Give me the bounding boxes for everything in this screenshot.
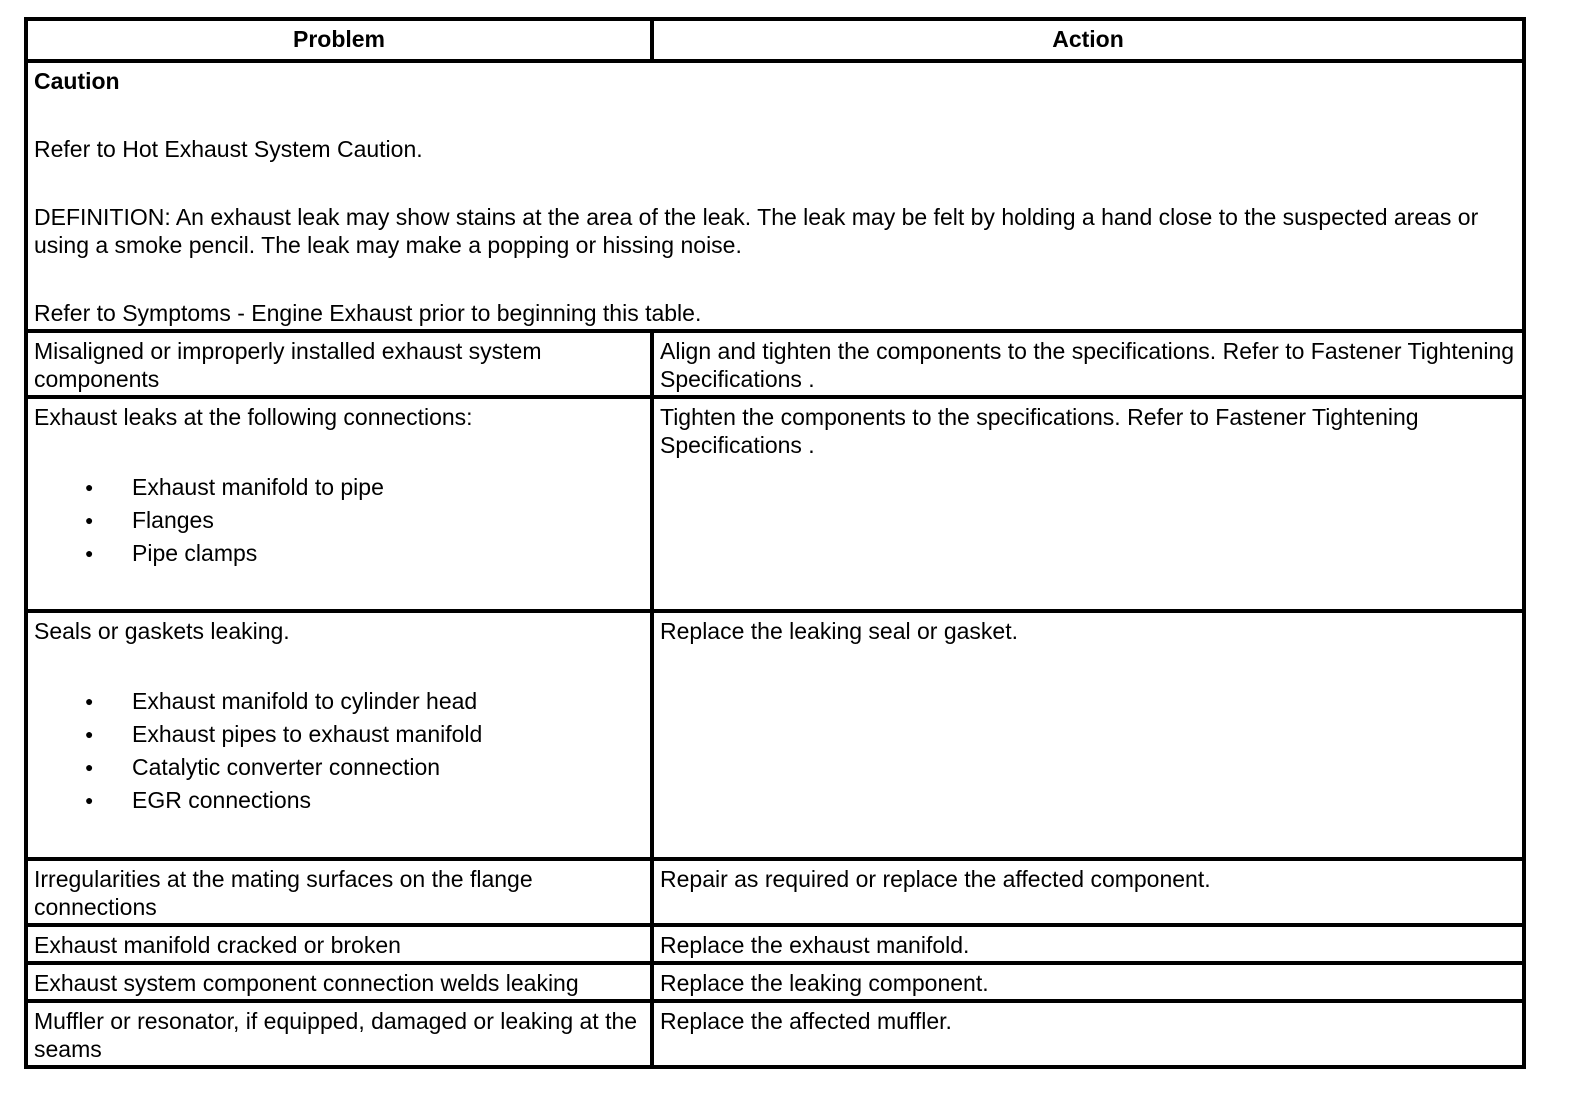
table-row <box>26 1001 1524 1067</box>
action-cell: Replace the exhaust manifold. <box>652 925 1524 963</box>
problem-cell: Exhaust manifold cracked or broken <box>26 925 652 963</box>
caution-row <box>26 61 1524 331</box>
connection-list <box>34 471 644 570</box>
action-column-header: Action <box>652 19 1524 61</box>
table-row <box>26 925 1524 963</box>
problem-cell <box>26 611 652 859</box>
table-row <box>26 331 1524 397</box>
list-item: ● Pipe clamps <box>132 537 644 570</box>
problem-cell: Irregularities at the mating surfaces on the flange connections <box>26 859 652 925</box>
definition-text: DEFINITION: An exhaust leak may show stains at the area of the leak. The leak may be felt by holding a hand close to the suspected areas or using a smoke pencil. The leak may make a popping or hissing noise. <box>34 204 1479 258</box>
list-item: ● EGR connections <box>132 784 644 817</box>
problem-cell: Exhaust system component connection welds leaking <box>26 963 652 1001</box>
list-item: ● Flanges <box>132 504 644 537</box>
problem-cell: Misaligned or improperly installed exhaust system components <box>26 331 652 397</box>
table-row <box>26 963 1524 1001</box>
problem-text: Seals or gaskets leaking. <box>34 618 290 644</box>
action-cell: Repair as required or replace the affected component. <box>652 859 1524 925</box>
problem-column-header: Problem <box>26 19 652 61</box>
list-item: ● Exhaust manifold to cylinder head <box>132 685 644 718</box>
action-cell: Tighten the components to the specifications. Refer to Fastener Tightening Specifications . <box>652 397 1524 611</box>
caution-title: Caution <box>34 68 120 94</box>
action-cell: Replace the affected muffler. <box>652 1001 1524 1067</box>
problem-cell <box>26 397 652 611</box>
list-item: ● Catalytic converter connection <box>132 751 644 784</box>
action-cell: Align and tighten the components to the specifications. Refer to Fastener Tightening Specifications . <box>652 331 1524 397</box>
caution-reference: Refer to Hot Exhaust System Caution. <box>34 136 423 162</box>
list-item: ● Exhaust pipes to exhaust manifold <box>132 718 644 751</box>
action-cell: Replace the leaking seal or gasket. <box>652 611 1524 859</box>
symptoms-reference: Refer to Symptoms - Engine Exhaust prior to beginning this table. <box>34 300 702 326</box>
header-row <box>26 19 1524 61</box>
table-row <box>26 611 1524 859</box>
caution-cell <box>26 61 1524 331</box>
diagnostic-table <box>24 17 1526 1069</box>
table-row <box>26 397 1524 611</box>
problem-cell: Muffler or resonator, if equipped, damaged or leaking at the seams <box>26 1001 652 1067</box>
table-row <box>26 859 1524 925</box>
action-cell: Replace the leaking component. <box>652 963 1524 1001</box>
problem-text: Exhaust leaks at the following connections: <box>34 404 473 430</box>
seal-list <box>34 685 644 817</box>
list-item: ● Exhaust manifold to pipe <box>132 471 644 504</box>
